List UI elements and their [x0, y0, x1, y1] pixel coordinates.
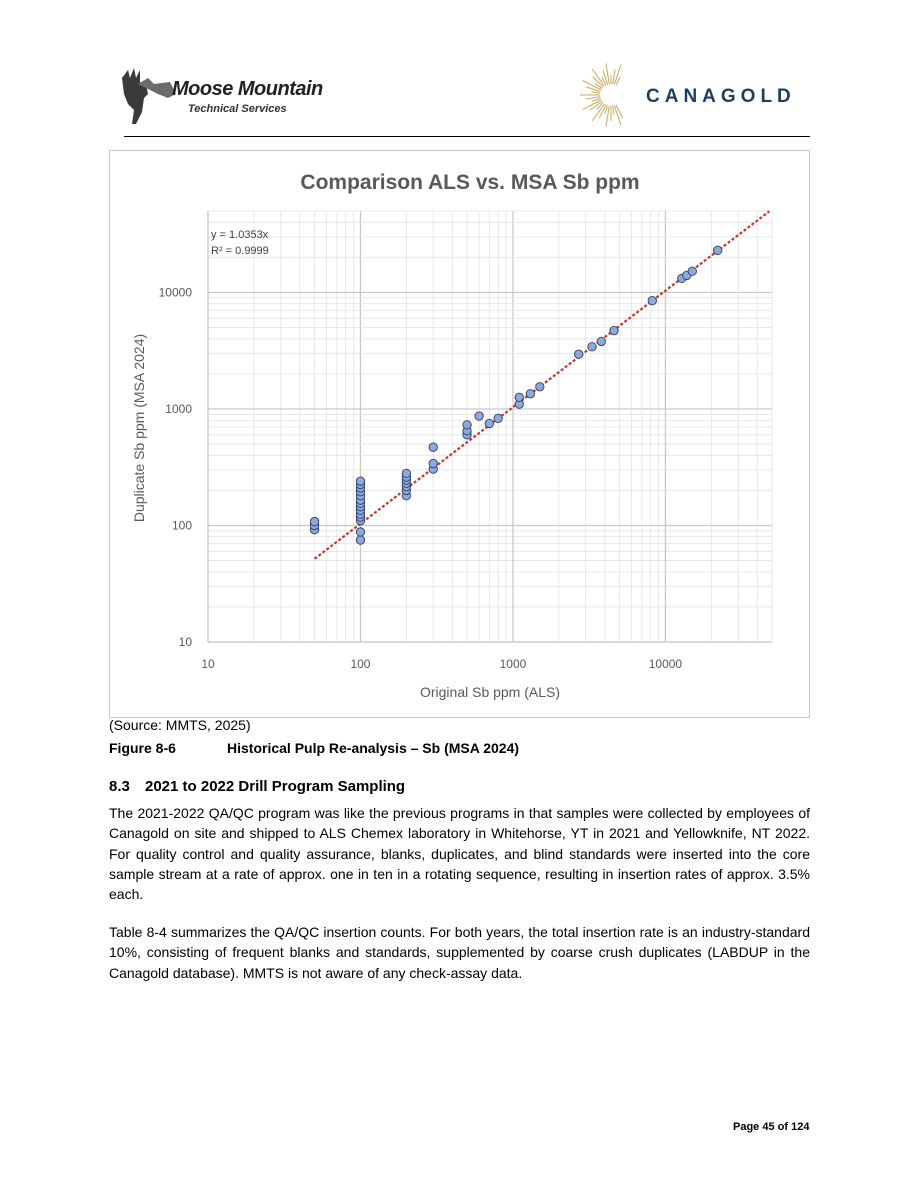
- canagold-logo: [580, 60, 810, 130]
- canagold-wordmark: CANAGOLD: [646, 86, 796, 107]
- source-note: (Source: MMTS, 2025): [109, 717, 251, 733]
- x-tick-label: 100: [350, 657, 371, 671]
- data-point: [402, 469, 410, 477]
- moose-mountain-subtitle: Technical Services: [188, 103, 287, 115]
- header-divider: [124, 136, 810, 137]
- data-point: [429, 459, 437, 467]
- scatter-chart: [110, 151, 809, 717]
- data-point: [475, 412, 483, 420]
- x-axis-label: Original Sb ppm (ALS): [419, 684, 561, 700]
- page-header: [118, 60, 810, 138]
- data-point: [515, 393, 523, 401]
- data-point: [494, 414, 502, 422]
- data-point: [536, 383, 544, 391]
- chart-title: Comparison ALS vs. MSA Sb ppm: [300, 171, 640, 194]
- data-point: [610, 326, 618, 334]
- data-point: [310, 517, 318, 525]
- x-tick-label: 10000: [648, 657, 683, 671]
- data-points: [310, 246, 721, 544]
- section-heading: [109, 778, 405, 795]
- chart-container: [109, 150, 810, 718]
- y-axis-label: Duplicate Sb ppm (MSA 2024): [131, 333, 147, 523]
- data-point: [597, 337, 605, 345]
- data-point: [713, 246, 721, 254]
- data-point: [356, 477, 364, 485]
- data-point: [575, 350, 583, 358]
- y-tick-label: 1000: [165, 401, 192, 416]
- data-point: [588, 343, 596, 351]
- data-point: [429, 443, 437, 451]
- moose-icon: [118, 64, 178, 128]
- figure-number: Figure 8-6: [109, 740, 176, 756]
- moose-mountain-title: Moose Mountain: [172, 78, 323, 100]
- moose-mountain-logo: [118, 64, 348, 128]
- y-tick-label: 10: [178, 635, 192, 649]
- figure-title: Historical Pulp Re-analysis – Sb (MSA 2024): [227, 740, 520, 756]
- data-point: [688, 267, 696, 275]
- data-point: [463, 421, 471, 429]
- data-point: [356, 528, 364, 536]
- data-point: [648, 296, 656, 304]
- page-number: Page 45 of 124: [733, 1121, 810, 1133]
- section-number: 8.3: [109, 778, 130, 795]
- y-tick-label: 10000: [158, 285, 192, 300]
- x-tick-label: 1000: [499, 657, 527, 671]
- trendline-equation: y = 1.0353x: [211, 229, 269, 241]
- trendline-r2: R² = 0.9999: [211, 245, 269, 257]
- body-paragraph: Table 8-4 summarizes the QA/QC insertion counts. For both years, the total insertion rate is an industry-standard 10%, consisting of frequent blanks and standards, supplemented by coarse crush duplicates (LABDUP in the Canagold database). MMTS is not aware of any check-assay data.: [109, 924, 810, 981]
- data-point: [526, 390, 534, 398]
- x-tick-label: 10: [201, 657, 215, 671]
- data-point: [356, 536, 364, 544]
- section-title: 2021 to 2022 Drill Program Sampling: [145, 778, 406, 795]
- body-paragraph: The 2021-2022 QA/QC program was like the previous programs in that samples were collected by employees of Canagold on site and shipped to ALS Chemex laboratory in Whitehorse, YT in 2021 and Yellowknife, NT 2022. For quality control and quality assurance, blanks, duplicates, and blind standards were inserted into the core sample stream at a rate of approx. one in ten in a rotating sequence, resulting in insertion rates of approx. 3.5% each.: [109, 805, 810, 903]
- sunburst-icon: [580, 60, 642, 130]
- data-point: [485, 419, 493, 427]
- y-tick-label: 100: [171, 518, 192, 533]
- figure-caption: [109, 740, 519, 756]
